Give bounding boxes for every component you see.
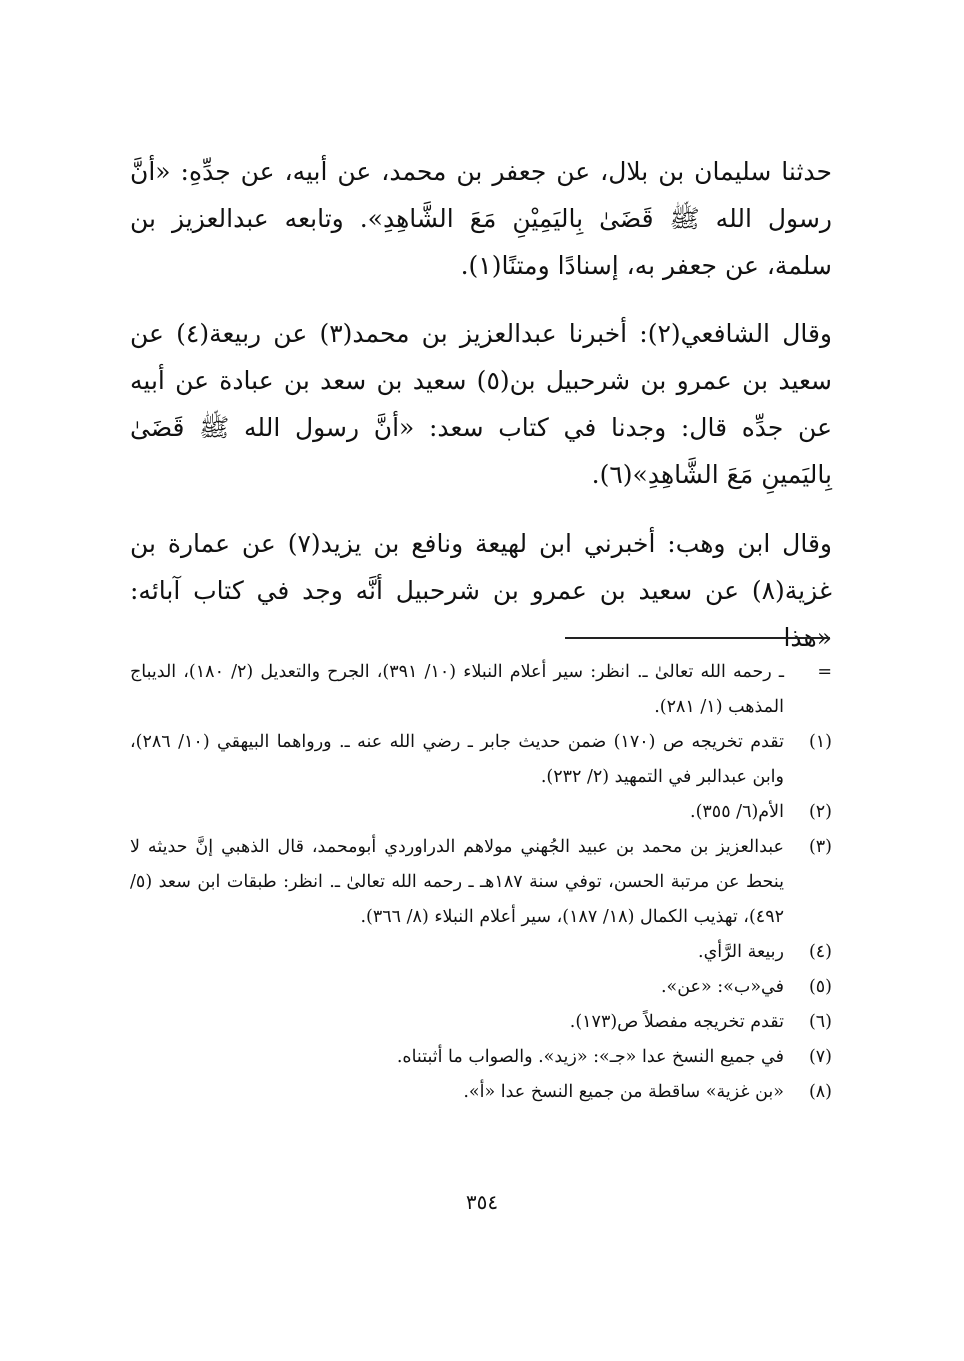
footnote-text: عبدالعزيز بن محمد بن عبيد الجُهني مولاهم الدراوردي أبومحمد، قال الذهبي إنَّ حديثه لا ينحط عن مرتبة الحسن، توفي سنة ١٨٧هـ ـ رحمه الله تعالىٰ ـ. انظر: طبقات ابن سعد (٥/ ٤٩٢)، تهذيب الكمال (١٨/ ١٨٧)، سير أعلام النبلاء (٨/ ٣٦٦). (130, 837, 784, 927)
footnote-1 (130, 725, 832, 795)
footnote-marker: = (817, 662, 832, 682)
footnote-marker: (٥) (808, 977, 832, 997)
footnote-text: في جميع النسخ عدا «جـ»: «زيد». والصواب ما أثبتناه. (396, 1047, 784, 1067)
footnote-5 (130, 970, 832, 1005)
footnote-continued (130, 655, 832, 725)
footnote-text: ربيعة الرَّأي. (698, 942, 784, 962)
footnote-2 (130, 795, 832, 830)
footnote-text: تقدم تخريجه ص (١٧٠) ضمن حديث جابر ـ رضي الله عنه ـ. ورواهما البيهقي (١٠/ ٢٨٦)، وابن عبدالبر في التمهيد (٢/ ٢٣٢). (130, 732, 784, 787)
paragraph-3: وقال ابن وهب: أخبرني ابن لهيعة ونافع بن يزيد(٧) عن عمارة بن غزية(٨) عن سعيد بن عمرو بن شرحبيل أنَّه وجد في كتاب آبائه: «هذا (130, 529, 832, 652)
footnote-marker: (٤) (808, 942, 832, 962)
footnote-text: «بن غزية» ساقطة من جميع النسخ عدا «أ». (463, 1082, 784, 1102)
footnote-text: ـ رحمه الله تعالىٰ ـ. انظر: سير أعلام النبلاء (١٠/ ٣٩١)، الجرح والتعديل (٢/ ١٨٠)، الديباج المذهب (١/ ٢٨١). (130, 662, 784, 717)
footnote-marker: (٦) (808, 1012, 832, 1032)
footnote-marker: (٨) (808, 1082, 832, 1102)
footnote-text: تقدم تخريجه مفصلاً ص(١٧٣). (569, 1012, 784, 1032)
footnote-6 (130, 1005, 832, 1040)
footnote-4 (130, 935, 832, 970)
footnote-7 (130, 1040, 832, 1075)
footnote-text: الأم(٦/ ٣٥٥). (690, 802, 784, 822)
footnote-marker: (١) (808, 732, 832, 752)
footnote-marker: (٢) (808, 802, 832, 822)
footnote-marker: (٧) (808, 1047, 832, 1067)
footnote-divider (565, 637, 830, 639)
page-number: ٣٥٤ (465, 1190, 499, 1214)
paragraph-2: وقال الشافعي(٢): أخبرنا عبدالعزيز بن محمد(٣) عن ربيعة(٤) عن سعيد بن عمرو بن شرحبيل بن(٥) سعيد بن سعد بن عبادة عن أبيه عن جدِّه قال: وجدنا في كتاب سعد: «أنَّ رسول الله ﷺ قَضَىٰ بِاليَمينِ مَعَ الشَّاهِدِ»(٦). (130, 319, 832, 489)
footnote-text: في«ب»: «عن». (660, 977, 784, 997)
footnote-8 (130, 1075, 832, 1110)
paragraph-1: حدثنا سليمان بن بلال، عن جعفر بن محمد، عن أبيه، عن جدِّهِ: «أنَّ رسول الله ﷺ قَضَىٰ بِاليَمِيْنِ مَعَ الشَّاهِدِ». وتابعه عبدالعزيز بن سلمة، عن جعفر به، إسنادًا ومتنًا(١). (130, 157, 832, 280)
footnotes (130, 655, 832, 1110)
footnote-marker: (٣) (808, 837, 832, 857)
footnote-3 (130, 830, 832, 935)
